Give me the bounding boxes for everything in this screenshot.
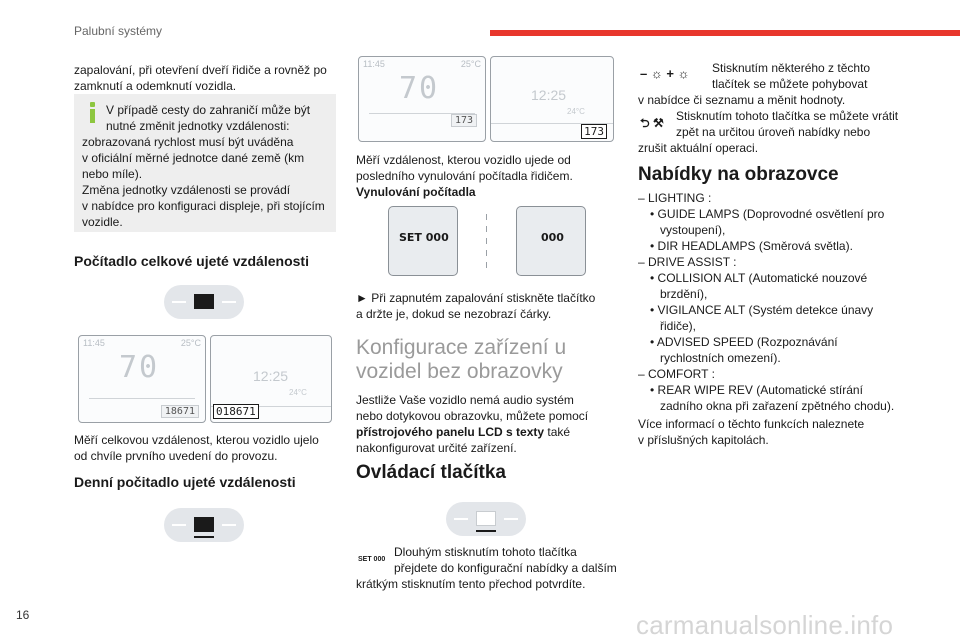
heading-screen-menus: Nabídky na obrazovce	[638, 164, 839, 185]
brightness-buttons-icons: – ☼ + ☼	[640, 66, 690, 81]
menu-line: rychlostních omezení).	[660, 351, 781, 365]
menu-line: • REAR WIPE REV (Automatické stírání	[650, 383, 863, 397]
info-line-3: zobrazovaná rychlost musí být uváděna	[82, 135, 294, 149]
info-icon	[86, 102, 98, 122]
footer-note-2: v příslušných kapitolách.	[638, 433, 769, 447]
menu-line: – LIGHTING :	[638, 191, 712, 205]
reset-step-1: ► Při zapnutém zapalování stiskněte tlačítko	[356, 291, 596, 305]
white-button-icon	[476, 511, 496, 526]
back-desc-3: zrušit aktuální operaci.	[638, 141, 759, 155]
trip-value: 173	[451, 114, 477, 127]
button-pill-controls	[446, 502, 526, 536]
menu-line: – COMFORT :	[638, 367, 715, 381]
info-line-6: Změna jednotky vzdálenosti se provádí	[82, 183, 291, 197]
info-line-1: V případě cesty do zahraničí může být	[106, 103, 311, 117]
cluster-display-right-total: 12:25 24°C 018671	[210, 335, 332, 423]
menu-line: brzdění),	[660, 287, 708, 301]
back-desc-2: zpět na určitou úroveň nabídky nebo	[676, 125, 871, 139]
set-000-label: SET 000	[358, 556, 386, 563]
cluster-display-right-trip: 12:25 24°C 173	[490, 56, 614, 142]
menu-list	[638, 190, 908, 414]
menu-line: • COLLISION ALT (Automatické nouzové	[650, 271, 868, 285]
menu-line: řidiče),	[660, 319, 697, 333]
trip-meter-value: 173	[581, 124, 607, 139]
cluster-display-left-total: 11:45 25°C 70 18671	[78, 335, 206, 423]
black-button-icon	[194, 517, 214, 532]
reset-result-illustration: 000	[516, 206, 586, 276]
menu-line: • DIR HEADLAMPS (Směrová světla).	[650, 239, 853, 253]
heading-total-odometer: Počítadlo celkové ujeté vzdálenosti	[74, 253, 309, 269]
back-desc-1: Stisknutím tohoto tlačítka se můžete vrátit	[676, 109, 899, 123]
controls-desc-3: krátkým stisknutím tento přechod potvrdíte.	[356, 577, 586, 591]
info-line-8: vozidle.	[82, 215, 123, 229]
odometer-total-value: 018671	[213, 404, 259, 419]
heading-config-2: vozidel bez obrazovky	[356, 360, 563, 383]
total-desc-1: Měří celkovou vzdálenost, kterou vozidlo ujelo	[74, 433, 319, 447]
heading-daily-odometer: Denní počitadlo ujeté vzdálenosti	[74, 474, 296, 490]
page-header-title: Palubní systémy	[74, 24, 163, 38]
config-desc-1: Jestliže Vaše vozidlo nemá audio systém	[356, 393, 574, 407]
info-line-5: nebo míle).	[82, 167, 143, 181]
odometer-value: 18671	[161, 405, 199, 418]
trip-desc-2: posledního vynulování počítadla řidičem.	[356, 169, 573, 183]
divider-dashed	[486, 214, 487, 270]
menu-line: vystoupení),	[660, 223, 726, 237]
config-desc-4: nakonfigurovat určité zařízení.	[356, 441, 517, 455]
button-pill-total	[164, 285, 244, 319]
config-desc-3: přístrojového panelu LCD s texty také	[356, 425, 571, 439]
menu-line: – DRIVE ASSIST :	[638, 255, 737, 269]
info-box	[74, 94, 336, 232]
nav-desc-3: v nabídce či seznamu a měnit hodnoty.	[638, 93, 846, 107]
col1-intro: zapalování, při otevření dveří řidiče a rovněž po zamknutí a odemknutí vozidla.	[74, 63, 327, 93]
info-line-7: v nabídce pro konfiguraci displeje, při stojícím	[82, 199, 325, 213]
heading-config-1: Konfigurace zařízení u	[356, 336, 567, 359]
controls-desc-2: přejdete do konfigurační nabídky a dalším	[394, 561, 617, 575]
trip-desc-1: Měří vzdálenost, kterou vozidlo ujede od	[356, 153, 571, 167]
info-line-4: v oficiální měrné jednotce dané země (km	[82, 151, 305, 165]
info-line-2: nutné změnit jednotky vzdálenosti:	[106, 119, 290, 133]
set-reset-button-illustration: SET 000	[388, 206, 458, 276]
button-pill-daily	[164, 508, 244, 542]
menu-line: zadního okna při zařazení zpětného chodu).	[660, 399, 895, 413]
header-red-bar	[490, 30, 960, 36]
config-desc-2: nebo dotykovou obrazovku, můžete pomocí	[356, 409, 589, 423]
menu-line: • GUIDE LAMPS (Doprovodné osvětlení pro	[650, 207, 885, 221]
controls-desc-1: Dlouhým stisknutím tohoto tlačítka	[394, 545, 577, 559]
watermark: carmanualsonline.info	[636, 610, 894, 640]
trip-reset-heading: Vynulování počítadla	[356, 185, 476, 199]
menu-line: • ADVISED SPEED (Rozpoznávání	[650, 335, 838, 349]
footer-note-1: Více informací o těchto funkcích naleznete	[638, 417, 865, 431]
reset-step-2: a držte je, dokud se nezobrazí čárky.	[356, 307, 552, 321]
nav-desc-1: Stisknutím některého z těchto	[712, 61, 871, 75]
total-desc-2: od chvíle prvního uvedení do provozu.	[74, 449, 278, 463]
nav-desc-2: tlačítek se můžete pohybovat	[712, 77, 868, 91]
cluster-display-left-trip: 11:45 25°C 70 173	[358, 56, 486, 142]
page-number: 16	[16, 608, 30, 622]
menu-line: • VIGILANCE ALT (Systém detekce únavy	[650, 303, 874, 317]
heading-controls: Ovládací tlačítka	[356, 462, 506, 483]
back-wrench-icons: ⮌ ⚒	[640, 116, 664, 130]
black-button-icon	[194, 294, 214, 309]
